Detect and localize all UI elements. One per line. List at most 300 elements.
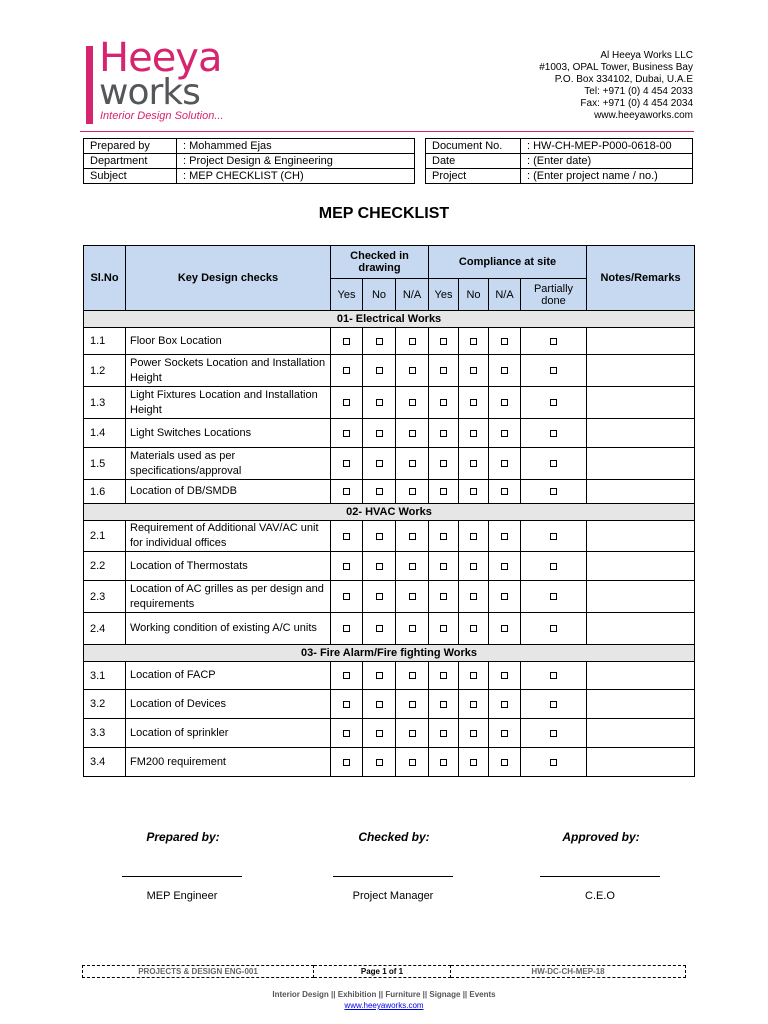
checkbox-site-partially-done[interactable] — [550, 701, 557, 708]
checkbox-site-na[interactable] — [501, 533, 508, 540]
checkbox-site-na[interactable] — [501, 367, 508, 374]
checklist-row — [84, 690, 695, 719]
cell-site-partially-done — [521, 328, 587, 355]
cell-drawing-yes — [331, 613, 363, 645]
cell-site-no — [459, 521, 489, 552]
checkbox-drawing-na[interactable] — [409, 399, 416, 406]
project-value[interactable]: : (Enter project name / no.) — [521, 169, 693, 184]
col-drawing-yes: Yes — [331, 279, 363, 311]
checkbox-site-partially-done[interactable] — [550, 563, 557, 570]
prepared-by-value: : Mohammed Ejas — [177, 139, 415, 154]
cell-site-yes — [429, 387, 459, 419]
item-number: 1.4 — [84, 419, 126, 448]
cell-site-na — [489, 662, 521, 690]
checkbox-drawing-yes[interactable] — [343, 672, 350, 679]
notes-cell[interactable] — [587, 448, 695, 480]
checkbox-drawing-no[interactable] — [376, 488, 383, 495]
checkbox-site-partially-done[interactable] — [550, 488, 557, 495]
date-value[interactable]: : (Enter date) — [521, 154, 693, 169]
checkbox-drawing-na[interactable] — [409, 625, 416, 632]
project-label: Project — [426, 169, 521, 184]
checkbox-drawing-yes[interactable] — [343, 730, 350, 737]
checklist-row — [84, 581, 695, 613]
item-description: Floor Box Location — [126, 328, 331, 355]
page-title: MEP CHECKLIST — [318, 205, 450, 222]
checkbox-drawing-yes[interactable] — [343, 430, 350, 437]
checklist-row — [84, 355, 695, 387]
checkbox-site-no[interactable] — [470, 533, 477, 540]
checkbox-site-partially-done[interactable] — [550, 460, 557, 467]
checked-by-heading: Checked by: — [358, 830, 430, 844]
approved-role: C.E.O — [585, 890, 615, 902]
cell-drawing-yes — [331, 581, 363, 613]
checkbox-drawing-no[interactable] — [376, 759, 383, 766]
cell-drawing-yes — [331, 480, 363, 504]
document-no-label: Document No. — [426, 139, 521, 154]
cell-site-partially-done — [521, 480, 587, 504]
checkbox-site-no[interactable] — [470, 593, 477, 600]
cell-drawing-yes — [331, 355, 363, 387]
cell-site-partially-done — [521, 613, 587, 645]
cell-site-yes — [429, 719, 459, 748]
checkbox-site-na[interactable] — [501, 563, 508, 570]
cell-drawing-no — [363, 355, 396, 387]
header-divider — [80, 131, 694, 132]
cell-site-no — [459, 662, 489, 690]
section-row — [84, 645, 695, 662]
checkbox-site-no[interactable] — [470, 759, 477, 766]
checkbox-site-yes[interactable] — [440, 730, 447, 737]
checkbox-site-partially-done[interactable] — [550, 338, 557, 345]
checked-signature-line[interactable] — [333, 876, 453, 877]
col-compliance-at-site: Compliance at site — [429, 246, 587, 279]
checkbox-site-yes[interactable] — [440, 460, 447, 467]
checkbox-site-na[interactable] — [501, 625, 508, 632]
checkbox-drawing-no[interactable] — [376, 338, 383, 345]
logo-bar — [86, 46, 93, 124]
col-checked-in-drawing: Checked in drawing — [331, 246, 429, 279]
cell-site-na — [489, 613, 521, 645]
item-description: Location of Thermostats — [126, 552, 331, 581]
checkbox-site-no[interactable] — [470, 625, 477, 632]
cell-drawing-no — [363, 552, 396, 581]
cell-drawing-na — [396, 328, 429, 355]
cell-site-no — [459, 387, 489, 419]
cell-drawing-no — [363, 448, 396, 480]
item-number: 1.5 — [84, 448, 126, 480]
item-description: Location of DB/SMDB — [126, 480, 331, 504]
section-row — [84, 311, 695, 328]
checkbox-drawing-yes[interactable] — [343, 625, 350, 632]
col-drawing-no: No — [363, 279, 396, 311]
notes-cell[interactable] — [587, 613, 695, 645]
cell-site-partially-done — [521, 448, 587, 480]
cell-site-yes — [429, 690, 459, 719]
checklist-row — [84, 662, 695, 690]
checkbox-drawing-no[interactable] — [376, 701, 383, 708]
item-number: 3.3 — [84, 719, 126, 748]
checkbox-site-yes[interactable] — [440, 488, 447, 495]
checkbox-site-no[interactable] — [470, 730, 477, 737]
cell-site-no — [459, 355, 489, 387]
checkbox-site-partially-done[interactable] — [550, 367, 557, 374]
cell-drawing-no — [363, 662, 396, 690]
checkbox-drawing-no[interactable] — [376, 533, 383, 540]
item-description: Location of Devices — [126, 690, 331, 719]
cell-site-na — [489, 355, 521, 387]
cell-drawing-na — [396, 521, 429, 552]
checkbox-site-na[interactable] — [501, 460, 508, 467]
checkbox-drawing-yes[interactable] — [343, 367, 350, 374]
checkbox-drawing-na[interactable] — [409, 460, 416, 467]
footer-services: Interior Design || Exhibition || Furniture || Signage || Events — [272, 990, 496, 999]
item-description: FM200 requirement — [126, 748, 331, 777]
cell-site-yes — [429, 613, 459, 645]
notes-cell[interactable] — [587, 387, 695, 419]
checkbox-drawing-no[interactable] — [376, 730, 383, 737]
cell-site-na — [489, 419, 521, 448]
checkbox-drawing-no[interactable] — [376, 399, 383, 406]
checkbox-site-yes[interactable] — [440, 672, 447, 679]
prepared-by-heading: Prepared by: — [146, 830, 220, 844]
checklist-row — [84, 719, 695, 748]
item-number: 2.3 — [84, 581, 126, 613]
checkbox-drawing-no[interactable] — [376, 460, 383, 467]
checkbox-site-yes[interactable] — [440, 593, 447, 600]
subject-value: : MEP CHECKLIST (CH) — [177, 169, 415, 184]
prepared-signature-line[interactable] — [122, 876, 242, 877]
col-site-yes: Yes — [429, 279, 459, 311]
cell-site-no — [459, 719, 489, 748]
cell-site-partially-done — [521, 581, 587, 613]
checkbox-drawing-na[interactable] — [409, 367, 416, 374]
checklist-row — [84, 328, 695, 355]
checkbox-site-na[interactable] — [501, 730, 508, 737]
cell-site-yes — [429, 748, 459, 777]
cell-drawing-yes — [331, 690, 363, 719]
cell-site-no — [459, 419, 489, 448]
checkbox-drawing-no[interactable] — [376, 672, 383, 679]
col-key-design-checks: Key Design checks — [126, 246, 331, 311]
checkbox-drawing-no[interactable] — [376, 430, 383, 437]
item-description: Materials used as per specifications/approval — [126, 448, 331, 480]
company-address-line1: #1003, OPAL Tower, Business Bay — [539, 62, 693, 73]
cell-site-na — [489, 480, 521, 504]
cell-site-yes — [429, 448, 459, 480]
cell-drawing-no — [363, 613, 396, 645]
cell-site-na — [489, 719, 521, 748]
col-site-na: N/A — [489, 279, 521, 311]
date-label: Date — [426, 154, 521, 169]
checkbox-drawing-yes[interactable] — [343, 488, 350, 495]
cell-drawing-na — [396, 581, 429, 613]
item-description: Location of sprinkler — [126, 719, 331, 748]
cell-site-partially-done — [521, 690, 587, 719]
checkbox-site-partially-done[interactable] — [550, 759, 557, 766]
cell-drawing-yes — [331, 521, 363, 552]
company-address — [539, 50, 693, 122]
checkbox-site-no[interactable] — [470, 367, 477, 374]
checklist-row — [84, 419, 695, 448]
cell-site-no — [459, 748, 489, 777]
cell-drawing-yes — [331, 328, 363, 355]
department-label: Department — [84, 154, 177, 169]
cell-site-partially-done — [521, 719, 587, 748]
checkbox-site-no[interactable] — [470, 399, 477, 406]
checkbox-site-yes[interactable] — [440, 533, 447, 540]
checkbox-site-yes[interactable] — [440, 625, 447, 632]
mep-checklist-table — [83, 245, 695, 777]
col-slno: Sl.No — [84, 246, 126, 311]
section-title: 02- HVAC Works — [84, 504, 695, 521]
notes-cell[interactable] — [587, 521, 695, 552]
footer-table — [82, 965, 686, 978]
cell-drawing-no — [363, 480, 396, 504]
checkbox-drawing-na[interactable] — [409, 533, 416, 540]
section-title: 03- Fire Alarm/Fire fighting Works — [84, 645, 695, 662]
cell-site-yes — [429, 328, 459, 355]
cell-drawing-no — [363, 419, 396, 448]
cell-site-no — [459, 328, 489, 355]
notes-cell[interactable] — [587, 355, 695, 387]
checkbox-site-yes[interactable] — [440, 399, 447, 406]
cell-drawing-no — [363, 581, 396, 613]
cell-drawing-na — [396, 387, 429, 419]
checklist-row — [84, 480, 695, 504]
checkbox-drawing-yes[interactable] — [343, 593, 350, 600]
cell-site-yes — [429, 355, 459, 387]
cell-drawing-no — [363, 328, 396, 355]
notes-cell[interactable] — [587, 552, 695, 581]
notes-cell[interactable] — [587, 719, 695, 748]
cell-drawing-yes — [331, 719, 363, 748]
checkbox-drawing-yes[interactable] — [343, 533, 350, 540]
company-tel: Tel: +971 (0) 4 454 2033 — [584, 86, 693, 97]
checkbox-drawing-na[interactable] — [409, 759, 416, 766]
checkbox-site-partially-done[interactable] — [550, 672, 557, 679]
cell-site-partially-done — [521, 355, 587, 387]
checkbox-site-no[interactable] — [470, 460, 477, 467]
cell-drawing-yes — [331, 387, 363, 419]
cell-site-na — [489, 748, 521, 777]
checkbox-drawing-na[interactable] — [409, 488, 416, 495]
checkbox-site-partially-done[interactable] — [550, 430, 557, 437]
cell-site-yes — [429, 581, 459, 613]
notes-cell[interactable] — [587, 690, 695, 719]
cell-site-na — [489, 521, 521, 552]
checklist-row — [84, 748, 695, 777]
checkbox-site-na[interactable] — [501, 399, 508, 406]
department-value: : Project Design & Engineering — [177, 154, 415, 169]
company-fax: Fax: +971 (0) 4 454 2034 — [580, 98, 693, 109]
cell-drawing-yes — [331, 419, 363, 448]
checked-role: Project Manager — [352, 890, 434, 902]
cell-site-partially-done — [521, 662, 587, 690]
cell-drawing-yes — [331, 748, 363, 777]
cell-drawing-no — [363, 521, 396, 552]
checkbox-site-partially-done[interactable] — [550, 730, 557, 737]
col-site-no: No — [459, 279, 489, 311]
checkbox-site-na[interactable] — [501, 593, 508, 600]
cell-site-na — [489, 690, 521, 719]
cell-site-partially-done — [521, 387, 587, 419]
checkbox-site-no[interactable] — [470, 563, 477, 570]
checkbox-drawing-yes[interactable] — [343, 460, 350, 467]
checklist-row — [84, 552, 695, 581]
cell-drawing-no — [363, 387, 396, 419]
checkbox-drawing-na[interactable] — [409, 430, 416, 437]
cell-drawing-no — [363, 748, 396, 777]
cell-site-yes — [429, 419, 459, 448]
notes-cell[interactable] — [587, 419, 695, 448]
cell-site-no — [459, 690, 489, 719]
item-number: 1.1 — [84, 328, 126, 355]
cell-site-na — [489, 448, 521, 480]
checkbox-drawing-na[interactable] — [409, 593, 416, 600]
cell-site-na — [489, 328, 521, 355]
notes-cell[interactable] — [587, 748, 695, 777]
cell-site-na — [489, 387, 521, 419]
item-description: Requirement of Additional VAV/AC unit for individual offices — [126, 521, 331, 552]
item-number: 3.1 — [84, 662, 126, 690]
checkbox-site-yes[interactable] — [440, 759, 447, 766]
cell-drawing-na — [396, 480, 429, 504]
cell-drawing-yes — [331, 662, 363, 690]
checkbox-drawing-yes[interactable] — [343, 399, 350, 406]
cell-drawing-no — [363, 690, 396, 719]
section-row — [84, 504, 695, 521]
cell-drawing-no — [363, 719, 396, 748]
cell-drawing-na — [396, 662, 429, 690]
cell-site-yes — [429, 552, 459, 581]
checkbox-drawing-no[interactable] — [376, 563, 383, 570]
cell-drawing-na — [396, 748, 429, 777]
prepared-by-label: Prepared by — [84, 139, 177, 154]
checkbox-site-partially-done[interactable] — [550, 625, 557, 632]
cell-site-no — [459, 613, 489, 645]
cell-site-partially-done — [521, 748, 587, 777]
cell-site-no — [459, 552, 489, 581]
cell-site-no — [459, 581, 489, 613]
checkbox-site-no[interactable] — [470, 430, 477, 437]
cell-site-no — [459, 480, 489, 504]
checkbox-drawing-no[interactable] — [376, 593, 383, 600]
col-site-partially-done: Partially done — [521, 279, 587, 311]
footer-web-link[interactable]: www.heeyaworks.com — [344, 1001, 424, 1010]
item-number: 1.3 — [84, 387, 126, 419]
checkbox-site-yes[interactable] — [440, 430, 447, 437]
notes-cell[interactable] — [587, 581, 695, 613]
checkbox-site-na[interactable] — [501, 338, 508, 345]
checkbox-site-yes[interactable] — [440, 367, 447, 374]
approved-signature-line[interactable] — [540, 876, 660, 877]
checkbox-drawing-na[interactable] — [409, 730, 416, 737]
logo-works: works — [99, 72, 200, 113]
section-title: 01- Electrical Works — [84, 311, 695, 328]
cell-site-partially-done — [521, 552, 587, 581]
checkbox-site-partially-done[interactable] — [550, 399, 557, 406]
checkbox-site-na[interactable] — [501, 488, 508, 495]
checkbox-site-no[interactable] — [470, 338, 477, 345]
checkbox-site-yes[interactable] — [440, 701, 447, 708]
checkbox-drawing-yes[interactable] — [343, 701, 350, 708]
cell-site-na — [489, 552, 521, 581]
checkbox-drawing-na[interactable] — [409, 672, 416, 679]
prepared-role: MEP Engineer — [146, 890, 218, 902]
footer-left: PROJECTS & DESIGN ENG-001 — [83, 966, 314, 978]
cell-drawing-na — [396, 355, 429, 387]
checkbox-site-na[interactable] — [501, 759, 508, 766]
checkbox-drawing-yes[interactable] — [343, 759, 350, 766]
cell-drawing-na — [396, 552, 429, 581]
checkbox-site-na[interactable] — [501, 701, 508, 708]
cell-site-na — [489, 581, 521, 613]
item-description: Light Switches Locations — [126, 419, 331, 448]
cell-drawing-yes — [331, 448, 363, 480]
item-number: 3.2 — [84, 690, 126, 719]
checkbox-drawing-yes[interactable] — [343, 338, 350, 345]
item-description: Location of AC grilles as per design and requirements — [126, 581, 331, 613]
notes-cell[interactable] — [587, 328, 695, 355]
document-info-table — [83, 138, 693, 184]
footer-page: Page 1 of 1 — [314, 966, 451, 978]
item-description: Working condition of existing A/C units — [126, 613, 331, 645]
company-address-line2: P.O. Box 334102, Dubai, U.A.E — [554, 74, 693, 85]
checkbox-site-partially-done[interactable] — [550, 533, 557, 540]
company-name: Al Heeya Works LLC — [600, 50, 693, 61]
notes-cell[interactable] — [587, 662, 695, 690]
cell-drawing-yes — [331, 552, 363, 581]
checkbox-site-partially-done[interactable] — [550, 593, 557, 600]
approved-by-heading: Approved by: — [562, 830, 640, 844]
cell-drawing-na — [396, 690, 429, 719]
subject-label: Subject — [84, 169, 177, 184]
checkbox-site-no[interactable] — [470, 672, 477, 679]
cell-site-yes — [429, 480, 459, 504]
checklist-row — [84, 387, 695, 419]
cell-site-yes — [429, 521, 459, 552]
checkbox-site-no[interactable] — [470, 488, 477, 495]
checkbox-site-no[interactable] — [470, 701, 477, 708]
item-number: 2.1 — [84, 521, 126, 552]
checkbox-site-na[interactable] — [501, 430, 508, 437]
item-number: 2.4 — [84, 613, 126, 645]
footer-right: HW-DC-CH-MEP-18 — [451, 966, 686, 978]
company-web[interactable]: www.heeyaworks.com — [594, 110, 693, 121]
checklist-row — [84, 521, 695, 552]
checkbox-drawing-na[interactable] — [409, 338, 416, 345]
cell-site-partially-done — [521, 419, 587, 448]
checkbox-site-na[interactable] — [501, 672, 508, 679]
item-number: 1.6 — [84, 480, 126, 504]
notes-cell[interactable] — [587, 480, 695, 504]
logo-heeya: Heeya — [99, 35, 222, 81]
checkbox-site-yes[interactable] — [440, 563, 447, 570]
checkbox-drawing-no[interactable] — [376, 367, 383, 374]
checklist-row — [84, 448, 695, 480]
item-number: 2.2 — [84, 552, 126, 581]
logo-tagline: Interior Design Solution... — [100, 110, 224, 122]
checkbox-site-yes[interactable] — [440, 338, 447, 345]
cell-site-yes — [429, 662, 459, 690]
checkbox-drawing-na[interactable] — [409, 563, 416, 570]
col-drawing-na: N/A — [396, 279, 429, 311]
checkbox-drawing-no[interactable] — [376, 625, 383, 632]
item-description: Location of FACP — [126, 662, 331, 690]
checkbox-drawing-yes[interactable] — [343, 563, 350, 570]
item-description: Light Fixtures Location and Installation Height — [126, 387, 331, 419]
checkbox-drawing-na[interactable] — [409, 701, 416, 708]
